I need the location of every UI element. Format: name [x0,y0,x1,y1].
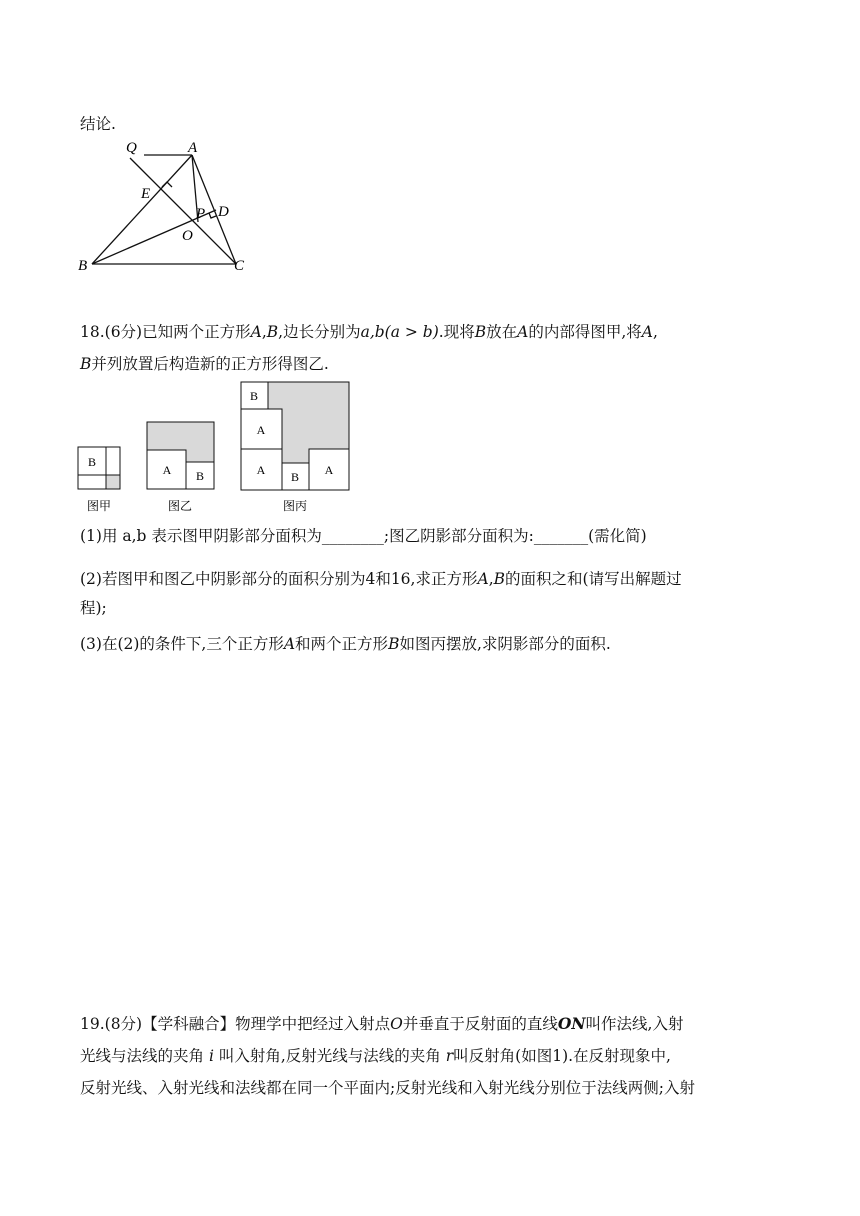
q18-part3: (3)在(2)的条件下,三个正方形A和两个正方形B如图丙摆放,求阴影部分的面积. [80,635,611,653]
q19-line3: 反射光线、入射光线和法线都在同一个平面内;反射光线和入射光线分别位于法线两侧;入射 [80,1079,695,1097]
fig-yi-label-B: B [195,469,205,483]
label-A: A [188,140,198,156]
right-angle-D [209,213,216,218]
fig-jia-shade [106,475,120,489]
geometry-figure [70,136,260,278]
conclusion-text: 结论. [80,115,116,133]
fig-yi-label-A: A [162,463,172,477]
fig-yi-caption: 图乙 [167,499,193,513]
label-E: E [141,186,151,202]
fig-bing-label-A2: A [256,463,266,477]
fig-jia-caption: 图甲 [86,499,112,513]
fig-bing-label-A3: A [324,463,334,477]
label-C: C [234,258,245,274]
right-angle-E [162,182,172,187]
fig-bing-label-B2: B [290,470,300,484]
q19-line2: 光线与法线的夹角 i 叫入射角,反射光线与法线的夹角 r叫反射角(如图1).在反射现象中, [80,1047,671,1065]
q19-line1: 19.(8分)【学科融合】物理学中把经过入射点O并垂直于反射面的直线ON叫作法线,入射 [80,1014,684,1033]
fig-bing-caption: 图丙 [282,499,308,513]
fig-jia-label-B: B [87,455,97,469]
q18-part1: (1)用 a,b 表示图甲阴影部分面积为________;图乙阴影部分面积为:_______(需化简) [80,527,647,545]
label-O: O [182,228,193,244]
q18-line1: 18.(6分)已知两个正方形A,B,边长分别为a,b(a > b).现将B放在A的内部得图甲,将A, [80,323,658,341]
label-Q: Q [126,140,137,156]
label-B: B [78,258,88,274]
q18-part2-line2: 程); [80,599,107,617]
fig-bing-label-A1: A [256,423,266,437]
square-figures [70,378,370,518]
segment-AB [92,155,192,264]
fig-bing-label-B1: B [249,389,259,403]
q18-part2-line1: (2)若图甲和图乙中阴影部分的面积分别为4和16,求正方形A,B的面积之和(请写出解题过 [80,570,682,588]
q18-line2: B并列放置后构造新的正方形得图乙. [80,355,329,373]
label-D: D [218,204,229,220]
label-P: P [196,206,206,222]
